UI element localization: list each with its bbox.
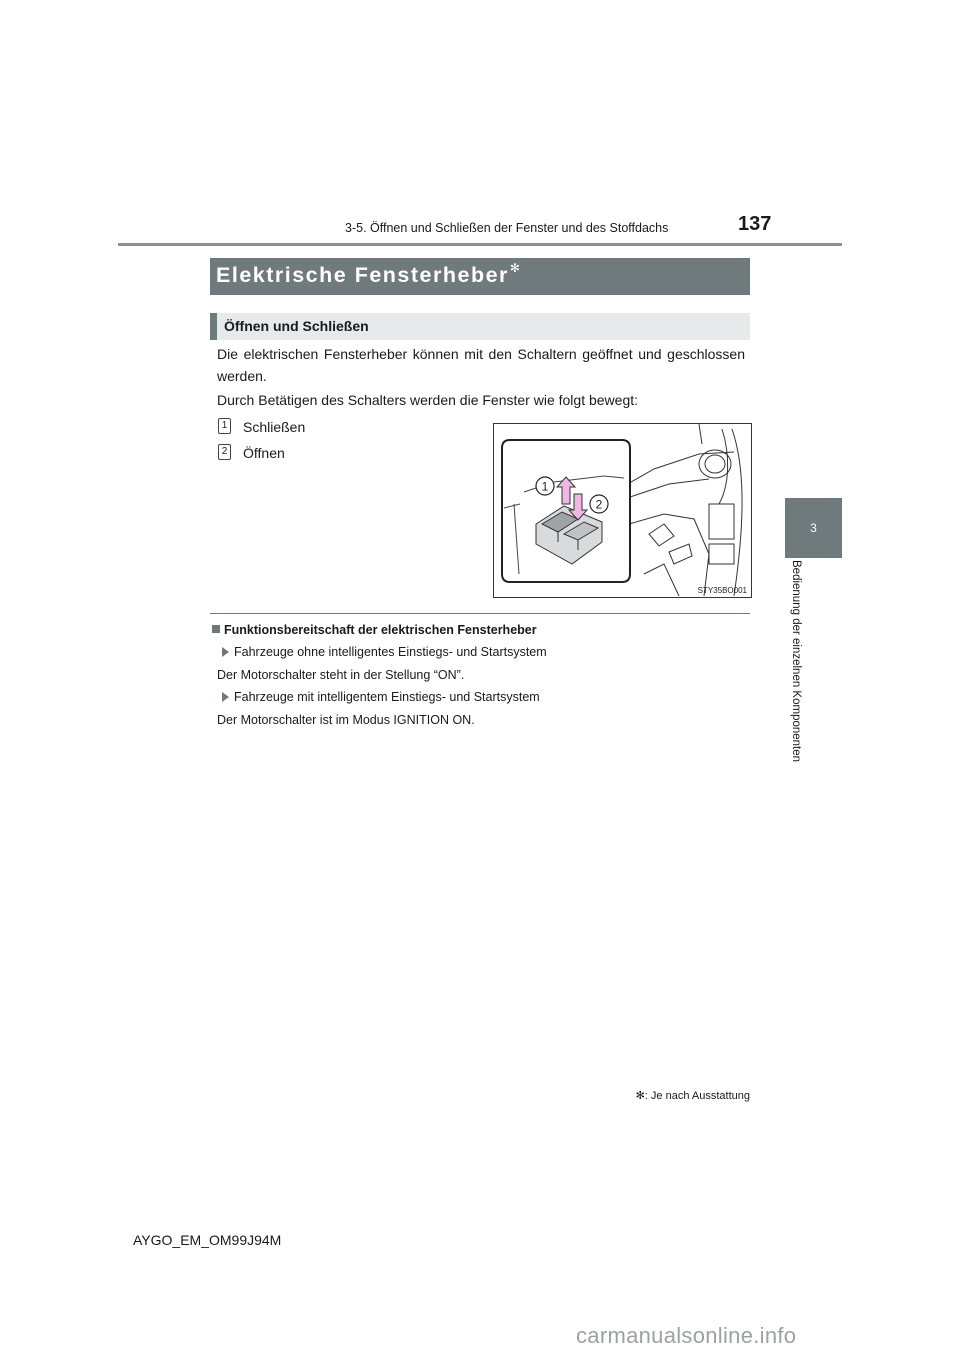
section-divider (210, 613, 750, 614)
chapter-tab: 3 (785, 498, 842, 558)
figure-callout-1: 1 (541, 479, 549, 494)
manual-code: AYGO_EM_OM99J94M (133, 1232, 282, 1248)
window-switch-drawing (494, 424, 751, 597)
footnote-marker-icon: ✻ (635, 1090, 645, 1102)
intro-paragraph: Die elektrischen Fensterheber können mit den Schaltern geöffnet und geschlossen werden. (217, 346, 745, 384)
window-switch-illustration (493, 423, 752, 598)
subheading-accent (210, 313, 217, 340)
notes-heading (212, 623, 537, 637)
figure-callout-2: 2 (595, 497, 603, 512)
item-number-badge: 1 (218, 418, 231, 434)
footnote-text: : Je nach Ausstattung (644, 1090, 750, 1102)
chapter-title: Bedienung der einzelnen Komponenten (790, 560, 802, 763)
triangle-bullet-icon (222, 647, 229, 657)
header-divider (118, 243, 842, 246)
page-title (216, 263, 521, 288)
condition-text: Fahrzeuge mit intelligentem Einstiegs- und Startsystem (234, 690, 540, 704)
page-title-text: Elektrische Fensterheber (216, 263, 509, 287)
condition-detail: Der Motorschalter ist im Modus IGNITION ON. (217, 713, 475, 727)
condition-line (222, 690, 540, 704)
item-label: Schließen (243, 419, 306, 435)
square-bullet-icon (212, 625, 220, 633)
condition-text: Fahrzeuge ohne intelligentes Einstiegs- und Startsystem (234, 645, 547, 659)
condition-line (222, 645, 547, 659)
item-label: Öffnen (243, 445, 285, 461)
item-number-badge: 2 (218, 444, 231, 460)
chapter-title-wrap (785, 560, 805, 796)
equipment-marker-icon: ✻ (509, 261, 522, 275)
notes-heading-text: Funktionsbereitschaft der elektrischen Fensterheber (224, 623, 537, 637)
section-breadcrumb: 3-5. Öffnen und Schließen der Fenster und des Stoffdachs (345, 221, 669, 235)
footnote (600, 1089, 750, 1102)
intro-paragraph: Durch Betätigen des Schalters werden die Fenster wie folgt bewegt: (217, 392, 639, 408)
watermark: carmanualsonline.info (576, 1323, 797, 1348)
condition-detail: Der Motorschalter steht in der Stellung “ON”. (217, 668, 465, 682)
subheading: Öffnen und Schließen (224, 318, 369, 334)
figure-caption: STY35BO001 (697, 586, 747, 595)
triangle-bullet-icon (222, 692, 229, 702)
page-number: 137 (738, 213, 772, 235)
